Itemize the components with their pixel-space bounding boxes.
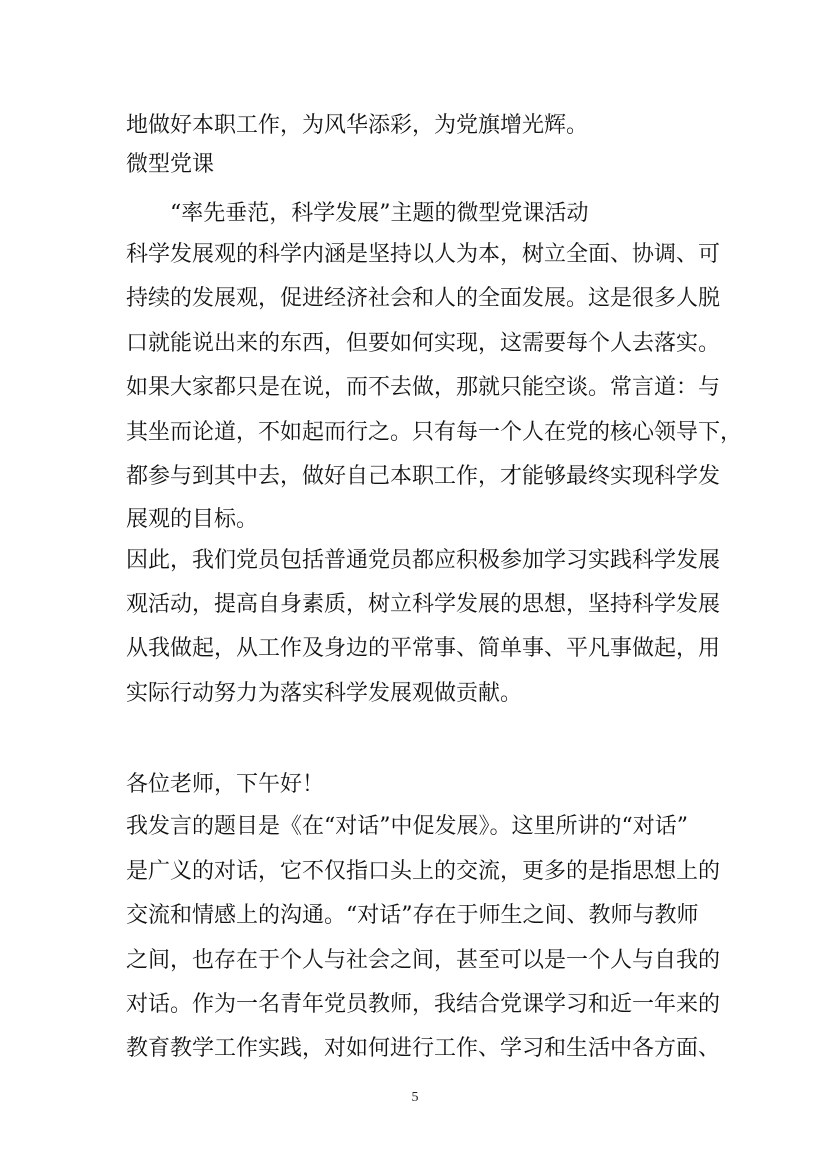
text-line-20: 对话。作为一名青年党员教师，我结合党课学习和近一年来的 <box>126 992 721 1017</box>
text-line-6: 口就能说出来的东西，但要如何实现，这需要每个人去落实。 <box>126 331 721 356</box>
page-number: 5 <box>411 1090 419 1105</box>
text-line-21: 教育教学工作实践，对如何进行工作、学习和生活中各方面、 <box>126 1036 721 1061</box>
text-line-8: 其坐而论道，不如起而行之。只有每一个人在党的核心领导下， <box>126 420 743 445</box>
text-line-1: 地做好本职工作，为风华添彩，为党旗增光辉。 <box>126 113 589 138</box>
text-line-11: 因此，我们党员包括普通党员都应积极参加学习实践科学发展 <box>126 548 721 573</box>
text-line-7: 如果大家都只是在说，而不去做，那就只能空谈。常言道：与 <box>126 375 721 400</box>
lesson-title: “率先垂范，科学发展”主题的微型党课活动 <box>170 201 589 226</box>
text-line-14: 实际行动努力为落实科学发展观做贡献。 <box>126 681 523 706</box>
text-line-13: 从我做起，从工作及身边的平常事、简单事、平凡事做起，用 <box>126 636 721 661</box>
text-line-19: 之间，也存在于个人与社会之间，甚至可以是一个人与自我的 <box>126 948 721 973</box>
text-line-18: 交流和情感上的沟通。“对话”存在于师生之间、教师与教师 <box>126 903 699 928</box>
text-line-4: 科学发展观的科学内涵是坚持以人为本，树立全面、协调、可 <box>126 242 721 267</box>
text-line-5: 持续的发展观，促进经济社会和人的全面发展。这是很多人脱 <box>126 286 721 311</box>
text-line-17: 是广义的对话，它不仅指口头上的交流，更多的是指思想上的 <box>126 859 721 884</box>
text-line-16: 我发言的题目是《在“对话”中促发展》。这里所讲的“对话” <box>126 814 688 839</box>
text-line-10: 展观的目标。 <box>126 507 259 532</box>
text-line-9: 都参与到其中去，做好自己本职工作，才能够最终实现科学发 <box>126 464 721 489</box>
greeting: 各位老师，下午好！ <box>126 772 325 797</box>
text-line-12: 观活动，提高自身素质，树立科学发展的思想，坚持科学发展 <box>126 592 721 617</box>
section-heading: 微型党课 <box>126 152 215 177</box>
